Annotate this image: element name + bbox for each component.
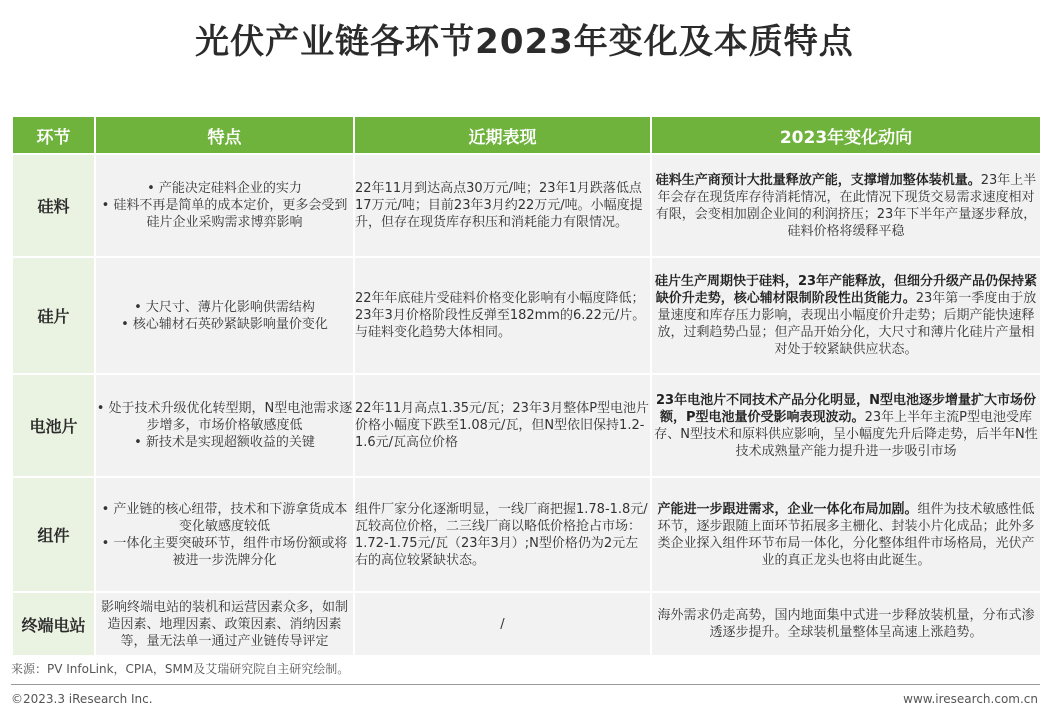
table-row [12,374,1041,477]
change-cell [651,154,1041,257]
header-change: 2023年变化动向 [651,116,1041,154]
change-cell [651,257,1041,374]
table-header-row [12,116,1041,154]
copyright: ©2023.3 iResearch Inc. [11,692,153,706]
features-cell [95,257,354,374]
feature-item: • 处于技术升级优化转型期，N型电池需求逐步增多，市场价格敏感度低 [96,400,353,434]
table-row [12,477,1041,592]
feature-item: • 新技术是实现超额收益的关键 [96,434,353,451]
change-highlight: 硅料生产商预计大批量释放产能，支撑增加整体装机量。 [655,172,981,188]
change-cell [651,592,1041,656]
source-note: 来源：PV InfoLink，CPIA，SMM及艾瑞研究院自主研究绘制。 [11,662,350,676]
page-title: 光伏产业链各环节2023年变化及本质特点 [195,22,854,62]
change-highlight: 产能进一步跟进需求，企业一体化布局加剧。 [657,501,918,517]
change-highlight: 硅片生产周期快于硅料，23年产能释放，但细分升级产品仍保持紧缺价升走势，核心辅材限制阶段性出货能力。 [654,274,1038,306]
feature-item: • 一体化主要突破环节，组件市场份额或将被进一步洗牌分化 [96,535,353,569]
header-stage: 环节 [12,116,95,154]
recent-cell: / [354,592,651,656]
change-detail: 海外需求仍走高势，国内地面集中式进一步释放装机量，分布式渗透逐步提升。全球装机量整体呈高速上涨趋势。 [657,608,1035,640]
change-detail: 组件为技术敏感性低环节，逐步跟随上面环节拓展多主栅化、封装小片化成品；此外多类企业探入组件环节布局一体化，分化整体组件市场格局，光伏产业的真正龙头也将由此诞生。 [657,501,1035,568]
row-name-cell: 电池片 [12,374,95,477]
change-detail: 23年上半年主流P型电池受库存、N型技术和原料供应影响，呈小幅度先升后降走势，后半年N性技术成熟量产能力提升进一步吸引市场 [654,409,1038,459]
change-cell [651,374,1041,477]
row-name-module: 组件 [12,477,95,592]
industry-chain-table [11,115,1042,657]
features-cell: 影响终端电站的装机和运营因素众多，如制造因素、地理因素、政策因素、消纳因素等，量无法单一通过产业链传导评定 [95,592,354,656]
recent-cell: 22年11月到达高点30万元/吨；23年1月跌落低点17万元/吨；目前23年3月约22万元/吨。小幅度提升，但存在现货库存积压和消耗能力有限情况。 [354,154,651,257]
features-cell [95,374,354,477]
header-recent: 近期表现 [354,116,651,154]
header-features: 特点 [95,116,354,154]
feature-item: • 大尺寸、薄片化影响供需结构 [96,299,353,316]
website-url: www.iresearch.com.cn [903,692,1038,706]
change-detail: 23年上半年会存在现货库存待消耗情况，在此情况下现货交易需求速度相对有限，会变相加剧企业间的利润挤压；23年下半年产量逐步释放，硅料价格将缓释平稳 [655,172,1037,239]
change-detail: 23年第一季度由于放量速度和库存压力影响，表现出小幅度价升走势；后期产能快速释放，过剩趋势凸显；但产品开始分化，大尺寸和薄片化硅片产量相对处于较紧缺供应状态。 [657,291,1037,357]
row-name-wafer: 硅片 [12,257,95,374]
change-highlight: 23年电池片不同技术产品分化明显，N型电池逐步增量扩大市场份额，P型电池量价受影响表现波动。 [656,392,1036,425]
recent-cell: 组件厂家分化逐渐明显，一线厂商把握1.78-1.8元/瓦较高位价格，二三线厂商以略低价格抢占市场：1.72-1.75元/瓦（23年3月）;N型价格仍为2元左右的高位较紧缺状态。 [354,477,651,592]
features-cell [95,477,354,592]
row-name-silicon: 硅料 [12,154,95,257]
change-cell [651,477,1041,592]
recent-cell: 22年年底硅片受硅料价格变化影响有小幅度降低；23年3月价格阶段性反弹至182mm的6.22元/片。与硅料变化趋势大体相同。 [354,257,651,374]
footer-divider [11,684,1040,685]
feature-item: • 核心辅材石英砂紧缺影响量价变化 [96,316,353,333]
recent-cell: 22年11月高点1.35元/瓦；23年3月整体P型电池片价格小幅度下跌至1.08元/瓦，但N型依旧保持1.2-1.6元/瓦高位价格 [354,374,651,477]
table-row [12,592,1041,656]
feature-item: • 产能决定硅料企业的实力 [96,180,353,197]
row-name-power-station: 终端电站 [12,592,95,656]
table-row [12,257,1041,374]
feature-item: • 产业链的核心纽带，技术和下游拿货成本变化敏感度较低 [96,501,353,535]
features-cell [95,154,354,257]
table-row [12,154,1041,257]
feature-item: • 硅料不再是简单的成本定价，更多会受到硅片企业采购需求博弈影响 [96,197,353,231]
